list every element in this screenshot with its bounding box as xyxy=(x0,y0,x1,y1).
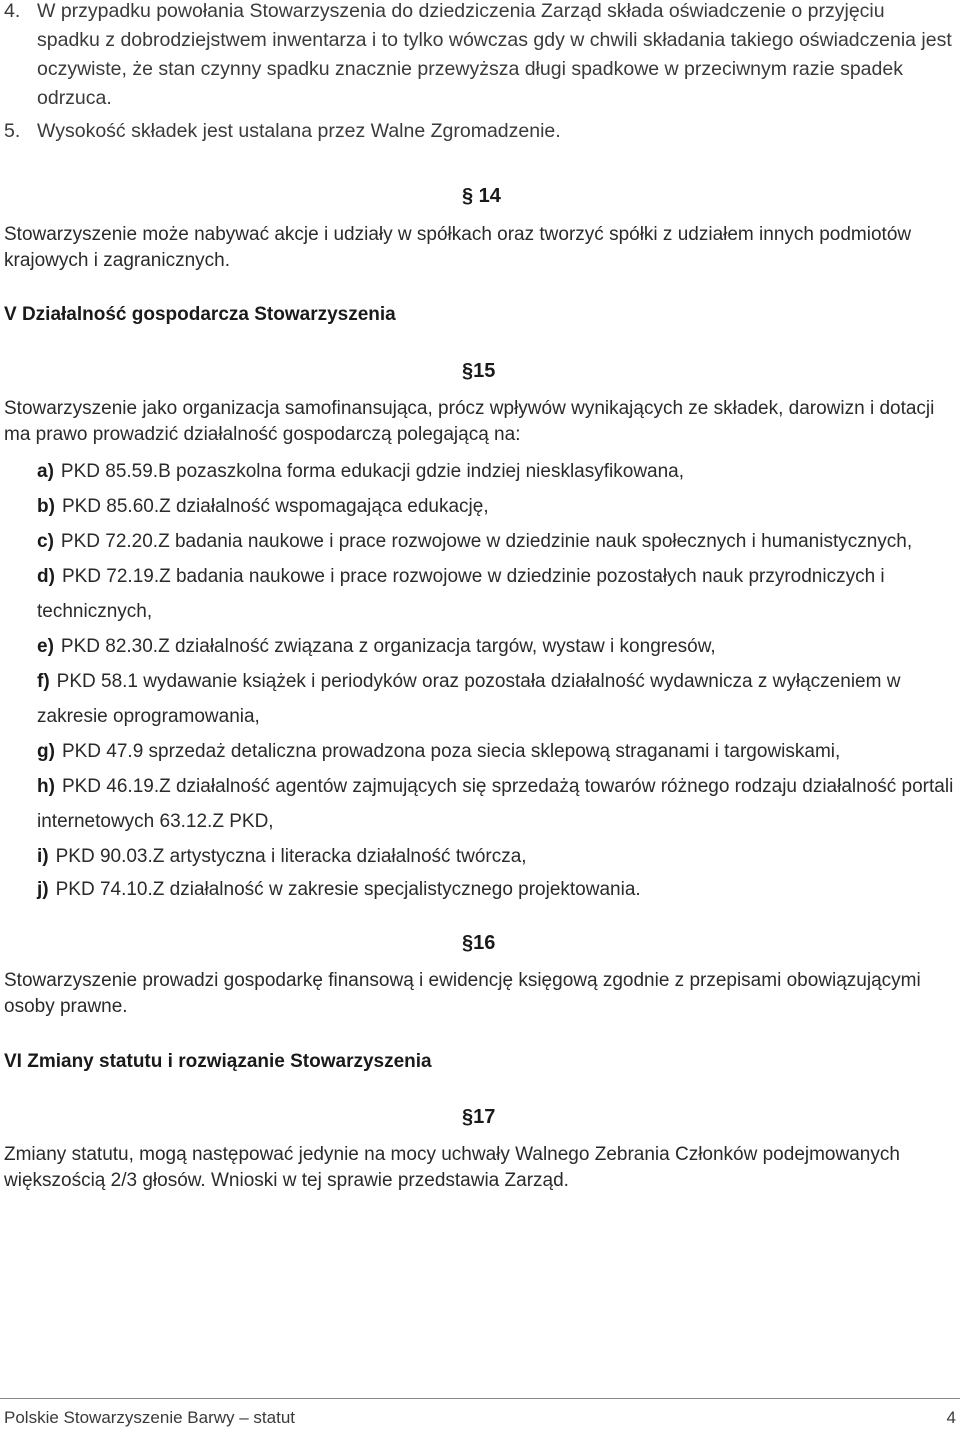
section-heading-16: §16 xyxy=(462,932,496,954)
activity-item-i xyxy=(37,839,957,874)
item-text: PKD 46.19.Z działalność agentów zajmujących się sprzedażą towarów różnego rodzaju działalność portali internetowych 63.12.Z PKD, xyxy=(37,776,954,832)
chapter-heading-v: V Działalność gospodarcza Stowarzyszenia xyxy=(4,304,396,325)
item-letter: b) xyxy=(37,496,55,517)
activity-item-e xyxy=(37,629,957,664)
footer-document-title: Polskie Stowarzyszenie Barwy – statut xyxy=(4,1408,296,1427)
section-17-text: Zmiany statutu, mogą następować jedynie na mocy uchwały Walnego Zebrania Członków podejmowanych większością 2/3 głosów. Wnioski w tej sprawie przedstawia Zarząd. xyxy=(4,1144,900,1191)
item-text: PKD 72.19.Z badania naukowe i prace rozwojowe w dziedzinie pozostałych nauk przyrodniczych i technicznych, xyxy=(37,566,885,622)
list-text: Wysokość składek jest ustalana przez Walne Zgromadzenie. xyxy=(37,120,561,142)
item-text: PKD 47.9 sprzedaż detaliczna prowadzona poza siecia sklepową straganami i targowiskami, xyxy=(61,741,841,762)
item-letter: a) xyxy=(37,461,54,482)
activity-item-h xyxy=(37,769,957,839)
activity-item-c xyxy=(37,524,957,559)
activity-item-f xyxy=(37,664,917,734)
section-16-text: Stowarzyszenie prowadzi gospodarkę finansową i ewidencję księgową zgodnie z przepisami obowiązującymi osoby prawne. xyxy=(4,970,921,1017)
item-letter: i) xyxy=(37,846,49,867)
item-text: PKD 85.60.Z działalność wspomagająca edukację, xyxy=(61,496,489,517)
section-heading-14: § 14 xyxy=(462,185,501,207)
item-text: PKD 74.10.Z działalność w zakresie specjalistycznego projektowania. xyxy=(55,879,641,900)
item-text: PKD 82.30.Z działalność związana z organizacja targów, wystaw i kongresów, xyxy=(60,636,716,657)
item-letter: d) xyxy=(37,566,55,587)
item-text: PKD 72.20.Z badania naukowe i prace rozwojowe w dziedzinie nauk społecznych i humanistycznych, xyxy=(60,531,913,552)
item-letter: c) xyxy=(37,531,54,552)
item-text: PKD 58.1 wydawanie książek i periodyków oraz pozostała działalność wydawnicza z wyłączeniem w zakresie oprogramowania, xyxy=(37,671,901,727)
list-text: W przypadku powołania Stowarzyszenia do dziedziczenia Zarząd składa oświadczenie o przyjęciu spadku z dobrodziejstwem inwentarza i to tylko wówczas gdy w chwili składania takiego oświadczenia jest oczywiste, że stan czynny spadku znacznie przewyższa długi spadkowe w przeciwnym razie spadek odrzuca. xyxy=(37,0,952,109)
activity-item-j xyxy=(37,872,957,907)
item-text: PKD 90.03.Z artystyczna i literacka działalność twórcza, xyxy=(55,846,527,867)
activity-item-d xyxy=(37,559,917,629)
item-text: PKD 85.59.B pozaszkolna forma edukacji gdzie indziej niesklasyfikowana, xyxy=(60,461,685,482)
section-15-text: Stowarzyszenie jako organizacja samofinansująca, prócz wpływów wynikających ze składek, darowizn i dotacji ma prawo prowadzić działalność gospodarczą polegającą na: xyxy=(4,398,935,445)
list-number: 4. xyxy=(4,0,21,22)
chapter-heading-vi: VI Zmiany statutu i rozwiązanie Stowarzyszenia xyxy=(4,1051,432,1072)
section-14-text: Stowarzyszenie może nabywać akcje i udziały w spółkach oraz tworzyć spółki z udziałem innych podmiotów krajowych i zagranicznych. xyxy=(4,224,912,271)
activity-item-b xyxy=(37,489,957,524)
section-heading-15: §15 xyxy=(462,360,496,382)
section-heading-17: §17 xyxy=(462,1106,496,1128)
item-letter: j) xyxy=(37,879,49,900)
item-letter: g) xyxy=(37,741,55,762)
list-number: 5. xyxy=(4,120,21,142)
footer-divider xyxy=(0,1398,960,1399)
item-letter: e) xyxy=(37,636,54,657)
footer-page-number: 4 xyxy=(946,1408,956,1427)
item-letter: f) xyxy=(37,671,50,692)
activity-item-g xyxy=(37,734,957,769)
item-letter: h) xyxy=(37,776,55,797)
activity-item-a xyxy=(37,454,957,489)
list-item-5 xyxy=(4,117,952,146)
list-item-4 xyxy=(4,0,952,113)
